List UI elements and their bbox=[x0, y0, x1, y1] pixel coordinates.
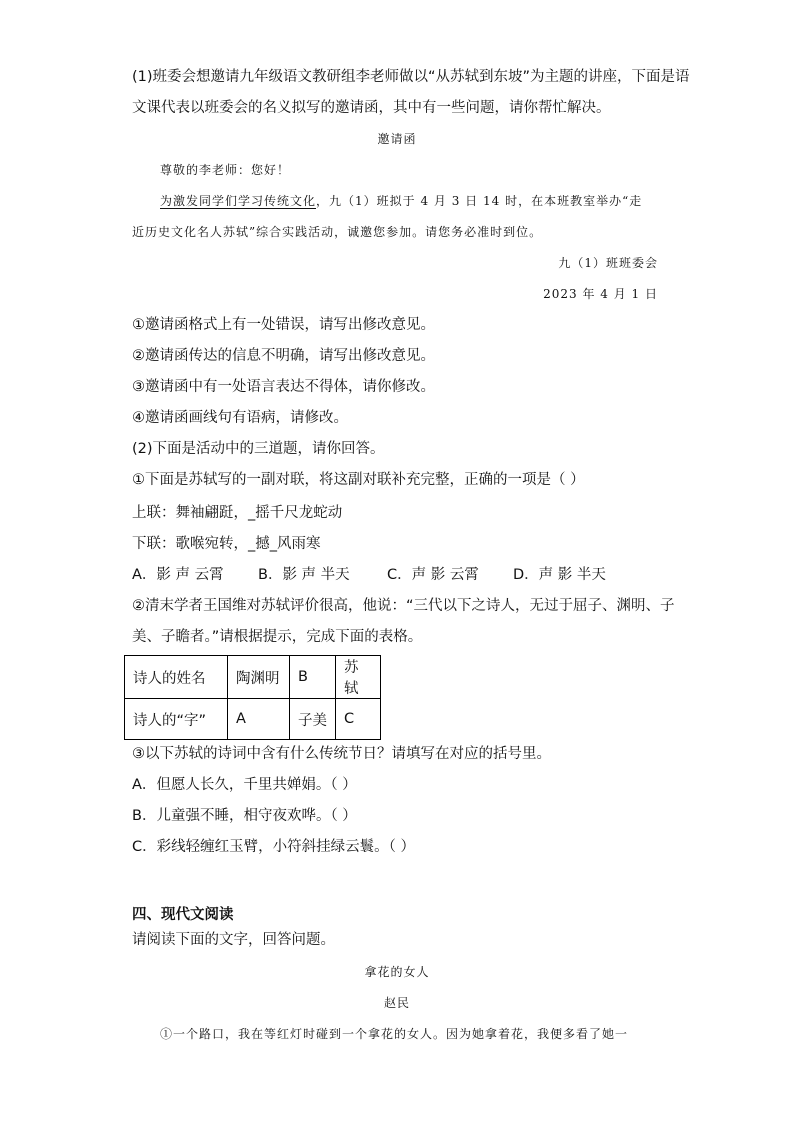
q1-sub3: ③邀请函中有一处语言表达不得体，请你修改。 bbox=[132, 379, 435, 395]
letter-date: 2023 年 4 月 1 日 bbox=[543, 287, 658, 301]
q1-sub2: ②邀请函传达的信息不明确，请写出修改意见。 bbox=[132, 348, 435, 364]
q1-intro-line1: (1)班委会想邀请九年级语文教研组李老师做以“从苏轼到东坡”为主题的讲座，下面是语 bbox=[132, 69, 690, 85]
table-row bbox=[125, 699, 381, 740]
table-row bbox=[125, 656, 381, 699]
q2-sub2-line2: 美、子瞻者。”请根据提示，完成下面的表格。 bbox=[132, 629, 423, 645]
option-c: C．声 影 云霄 bbox=[387, 567, 479, 583]
table-cell: 诗人的“字” bbox=[125, 699, 228, 740]
festival-item-b: B．儿童强不睡，相守夜欢哗。（ ） bbox=[132, 808, 357, 824]
letter-body-rest: ，九（1）班拟于 4 月 3 日 14 时，在本班教室举办“走 bbox=[316, 194, 643, 208]
q2-intro: (2)下面是活动中的三道题，请你回答。 bbox=[132, 441, 385, 457]
option-b: B．影 声 半天 bbox=[258, 567, 350, 583]
festival-item-c: C．彩线轻缠红玉臂，小符斜挂绿云鬟。（ ） bbox=[132, 839, 415, 855]
table-cell: B bbox=[290, 656, 336, 699]
option-a: A．影 声 云霄 bbox=[132, 567, 224, 583]
letter-signature: 九（1）班班委会 bbox=[558, 256, 658, 270]
festival-item-a: A．但愿人长久，千里共婵娟。（ ） bbox=[132, 777, 357, 793]
q2-sub1: ①下面是苏轼写的一副对联，将这副对联补充完整，正确的一项是（ ） bbox=[132, 472, 585, 488]
reading-instruction: 请阅读下面的文字，回答问题。 bbox=[132, 932, 335, 948]
table-cell: 诗人的姓名 bbox=[125, 656, 228, 699]
table-cell: 苏轼 bbox=[336, 656, 381, 699]
q2-sub2-line1: ②清末学者王国维对苏轼评价很高，他说：“三代以下之诗人，无过于屈子、渊明、子 bbox=[132, 598, 675, 614]
table-cell: C bbox=[336, 699, 381, 740]
section-heading: 四、现代文阅读 bbox=[132, 907, 234, 923]
couplet-options bbox=[132, 565, 606, 585]
couplet-lower: 下联：歌喉宛转，_撼_风雨寒 bbox=[132, 536, 321, 552]
poet-table bbox=[124, 655, 381, 740]
article-title: 拿花的女人 bbox=[364, 965, 430, 979]
table-cell: 陶渊明 bbox=[228, 656, 290, 699]
letter-underlined-sentence: 为激发同学们学习传统文化 bbox=[160, 194, 317, 208]
table-cell: A bbox=[228, 699, 290, 740]
q1-sub1: ①邀请函格式上有一处错误，请写出修改意见。 bbox=[132, 317, 435, 333]
q2-sub3: ③以下苏轼的诗词中含有什么传统节日？请填写在对应的括号里。 bbox=[132, 746, 551, 762]
letter-greeting: 尊敬的李老师：您好！ bbox=[160, 163, 291, 177]
option-d: D．声 影 半天 bbox=[513, 567, 606, 583]
article-paragraph-1: ①一个路口，我在等红灯时碰到一个拿花的女人。因为她拿着花，我便多看了她一 bbox=[160, 1027, 629, 1041]
couplet-upper: 上联：舞袖翩跹，_摇千尺龙蛇动 bbox=[132, 505, 343, 521]
article-author: 赵民 bbox=[383, 996, 410, 1010]
q1-intro-line2: 文课代表以班委会的名义拟写的邀请函，其中有一些问题，请你帮忙解决。 bbox=[132, 100, 611, 116]
letter-body-line1 bbox=[160, 191, 642, 211]
letter-body-line2: 近历史文化名人苏轼”综合实践活动，诚邀您参加。请您务必准时到位。 bbox=[132, 225, 543, 239]
letter-title: 邀请函 bbox=[377, 132, 417, 146]
q1-sub4: ④邀请函画线句有语病，请修改。 bbox=[132, 410, 348, 426]
table-cell: 子美 bbox=[290, 699, 336, 740]
